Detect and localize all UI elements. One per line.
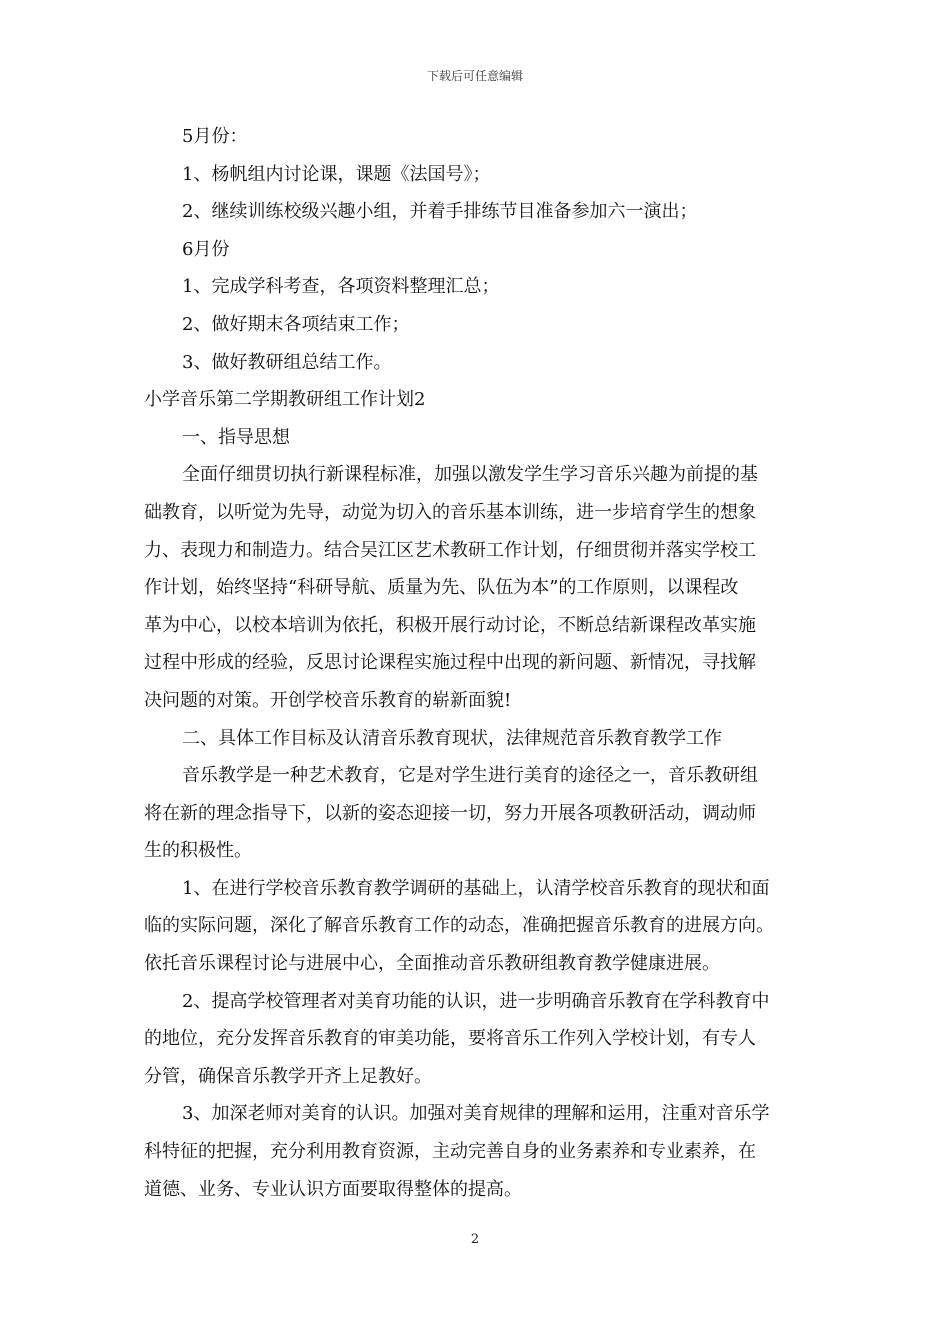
section-heading: 一、指导思想 xyxy=(182,426,290,448)
month-heading-may: 5月份： xyxy=(182,126,248,147)
paragraph-line: 过程中形成的经验，反思讨论课程实施过程中出现的新问题、新情况，寻找解 xyxy=(144,652,756,674)
paragraph-line: 音乐教学是一种艺术教育，它是对学生进行美育的途径之一，音乐教研组 xyxy=(182,765,758,787)
paragraph-line: 2、提高学校管理者对美育功能的认识，进一步明确音乐教育在学科教育中 xyxy=(182,990,770,1012)
paragraph-line: 革为中心，以校本培训为依托，积极开展行动讨论，不断总结新课程改革实施 xyxy=(144,614,756,636)
list-item: 2、做好期末各项结束工作； xyxy=(182,313,410,335)
paragraph-line: 临的实际问题，深化了解音乐教育工作的动态，准确把握音乐教育的进展方向。 xyxy=(144,915,774,937)
section-heading: 二、具体工作目标及认清音乐教育现状，法律规范音乐教育教学工作 xyxy=(182,727,722,749)
paragraph-line: 的地位，充分发挥音乐教育的审美功能，要将音乐工作列入学校计划，有专人 xyxy=(144,1028,756,1050)
paragraph-line: 作计划，始终坚持“科研导航、质量为先、队伍为本”的工作原则，以课程改 xyxy=(144,577,739,599)
paragraph-line: 生的积极性。 xyxy=(144,840,252,862)
month-heading-june: 6月份 xyxy=(182,238,230,260)
paragraph-line: 依托音乐课程讨论与进展中心，全面推动音乐教研组教育教学健康进展。 xyxy=(144,953,720,975)
paragraph-line: 力、表现力和制造力。结合吴江区艺术教研工作计划，仔细贯彻并落实学校工 xyxy=(144,539,756,561)
list-item: 3、做好教研组总结工作。 xyxy=(182,351,392,373)
paragraph-line: 将在新的理念指导下，以新的姿态迎接一切，努力开展各项教研活动，调动师 xyxy=(144,802,756,824)
paragraph-line: 道德、业务、专业认识方面要取得整体的提高。 xyxy=(144,1178,522,1200)
paragraph-line: 决问题的对策。开创学校音乐教育的崭新面貌! xyxy=(144,689,512,711)
list-item: 2、继续训练校级兴趣小组，并着手排练节目准备参加六一演出； xyxy=(182,201,698,223)
page-number: 2 xyxy=(470,1232,480,1247)
document-body xyxy=(144,118,816,1208)
section-title: 小学音乐第二学期教研组工作计划2 xyxy=(144,389,426,411)
paragraph-line: 1、在进行学校音乐教育教学调研的基础上，认清学校音乐教育的现状和面 xyxy=(182,877,770,899)
paragraph-line: 分管，确保音乐教学开齐上足教好。 xyxy=(144,1065,432,1087)
paragraph-line: 础教育，以听觉为先导，动觉为切入的音乐基本训练，进一步培育学生的想象 xyxy=(144,501,756,523)
list-item: 1、杨帆组内讨论课，课题《法国号》； xyxy=(182,163,491,185)
paragraph-line: 科特征的把握，充分利用教育资源，主动完善自身的业务素养和专业素养，在 xyxy=(144,1141,756,1163)
paragraph-line: 全面仔细贯切执行新课程标准，加强以激发学生学习音乐兴趣为前提的基 xyxy=(182,464,758,486)
page-header: 下载后可任意编辑 xyxy=(426,69,523,83)
list-item: 1、完成学科考查，各项资料整理汇总； xyxy=(182,276,500,298)
paragraph-line: 3、加深老师对美育的认识。加强对美育规律的理解和运用，注重对音乐学 xyxy=(182,1103,770,1125)
